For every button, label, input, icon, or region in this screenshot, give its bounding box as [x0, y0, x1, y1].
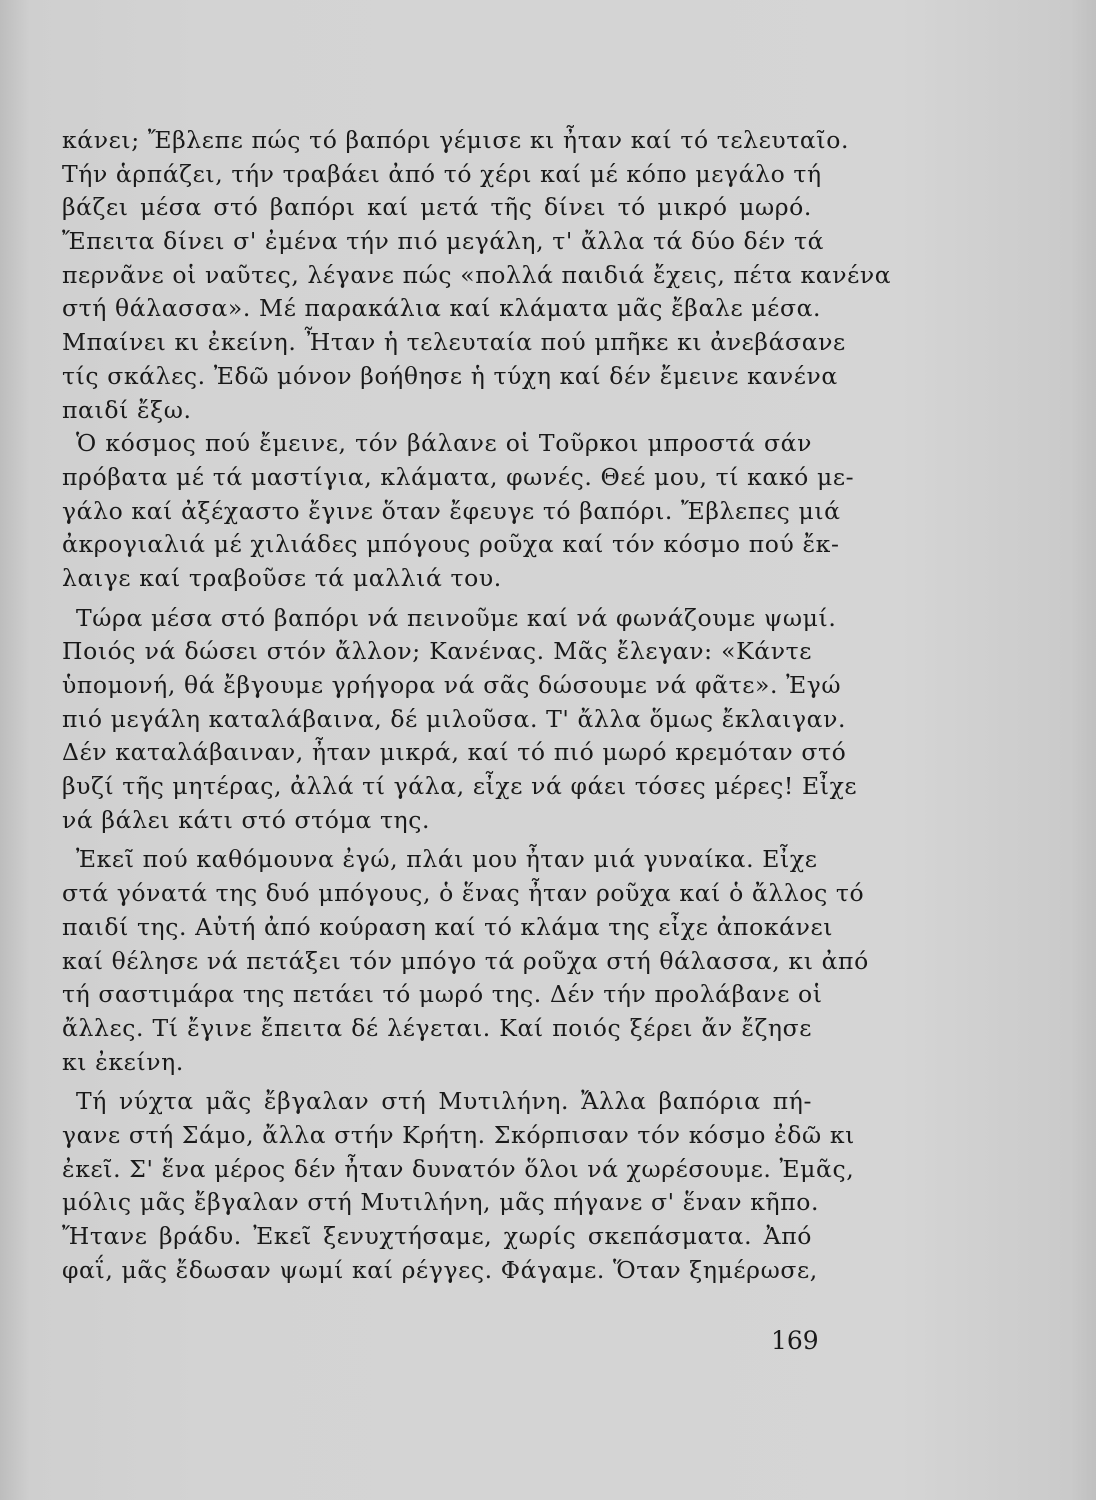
- text-line: βάζει μέσα στό βαπόρι καί μετά τῆς δίνει τό μικρό μωρό.: [62, 193, 812, 222]
- text-line: παιδί ἔξω.: [62, 395, 192, 424]
- page-number: 169: [771, 1326, 819, 1355]
- text-line: ἀκρογιαλιά μέ χιλιάδες μπόγους ροῦχα καί τόν κόσμο πού ἔκ-: [62, 530, 840, 559]
- text-line: καί θέλησε νά πετάξει τόν μπόγο τά ροῦχα στή θάλασσα, κι ἀπό: [62, 946, 869, 975]
- body-text: [62, 124, 892, 1287]
- text-line: Ἤτανε βράδυ. Ἐκεῖ ξενυχτήσαμε, χωρίς σκεπάσματα. Ἀπό: [62, 1222, 812, 1250]
- text-line: ἄλλες. Τί ἔγινε ἔπειτα δέ λέγεται. Καί ποιός ξέρει ἄν ἔζησε: [62, 1013, 812, 1042]
- text-line: Τώρα μέσα στό βαπόρι νά πεινοῦμε καί νά φωνάζουμε ψωμί.: [76, 603, 837, 632]
- text-line: Ὁ κόσμος πού ἔμεινε, τόν βάλανε οἱ Τοῦρκοι μπροστά σάν: [76, 429, 812, 458]
- text-line: τή σαστιμάρα της πετάει τό μωρό της. Δέν τήν προλάβανε οἱ: [62, 980, 823, 1009]
- text-line: Ποιός νά δώσει στόν ἄλλον; Κανένας. Μᾶς ἔλεγαν: «Κάντε: [62, 637, 812, 666]
- text-line: νά βάλει κάτι στό στόμα της.: [62, 805, 431, 834]
- text-line: κι ἐκείνη.: [62, 1047, 184, 1076]
- text-line: λαιγε καί τραβοῦσε τά μαλλιά του.: [62, 563, 502, 592]
- text-line: πιό μεγάλη καταλάβαινα, δέ μιλοῦσα. Τ' ἄλλα ὅμως ἔκλαιγαν.: [62, 704, 847, 733]
- text-line: Μπαίνει κι ἐκείνη. Ἦταν ἡ τελευταία πού μπῆκε κι ἀνεβάσανε: [62, 328, 846, 357]
- text-line: Ἐκεῖ πού καθόμουνα ἐγώ, πλάι μου ἦταν μιά γυναίκα. Εἶχε: [76, 845, 818, 874]
- text-line: τίς σκάλες. Ἐδῶ μόνον βοήθησε ἡ τύχη καί δέν ἔμεινε κανένα: [62, 361, 838, 390]
- text-line: μόλις μᾶς ἔβγαλαν στή Μυτιλήνη, μᾶς πήγανε σ' ἕναν κῆπο.: [62, 1188, 820, 1217]
- text-line: Ἔπειτα δίνει σ' ἐμένα τήν πιό μεγάλη, τ' ἄλλα τά δύο δέν τά: [62, 227, 825, 256]
- text-line: παιδί της. Αὐτή ἀπό κούραση καί τό κλάμα της εἶχε ἀποκάνει: [62, 912, 834, 941]
- text-line: κάνει; Ἔβλεπε πώς τό βαπόρι γέμισε κι ἦταν καί τό τελευταῖο.: [62, 126, 850, 154]
- text-line: βυζί τῆς μητέρας, ἀλλά τί γάλα, εἶχε νά φάει τόσες μέρες! Εἶχε: [62, 772, 858, 801]
- text-line: περνᾶνε οἱ ναῦτες, λέγανε πώς «πολλά παιδιά ἔχεις, πέτα κανένα: [62, 260, 892, 289]
- text-line: γανε στή Σάμο, ἄλλα στήν Κρήτη. Σκόρπισαν τόν κόσμο ἐδῶ κι: [62, 1120, 855, 1149]
- text-line: στή θάλασσα». Μέ παρακάλια καί κλάματα μᾶς ἔβαλε μέσα.: [62, 294, 822, 323]
- text-line: πρόβατα μέ τά μαστίγια, κλάματα, φωνές. Θεέ μου, τί κακό με-: [62, 462, 855, 491]
- text-line: ἐκεῖ. Σ' ἕνα μέρος δέν ἦταν δυνατόν ὅλοι νά χωρέσουμε. Ἐμᾶς,: [62, 1154, 855, 1183]
- text-line: γάλο καί ἀξέχαστο ἔγινε ὅταν ἔφευγε τό βαπόρι. Ἔβλεπες μιά: [62, 496, 841, 525]
- text-line: Δέν καταλάβαιναν, ἦταν μικρά, καί τό πιό μωρό κρεμόταν στό: [62, 738, 847, 767]
- text-line: Τήν ἁρπάζει, τήν τραβάει ἀπό τό χέρι καί μέ κόπο μεγάλο τή: [62, 159, 822, 188]
- text-line: ὑπομονή, θά ἔβγουμε γρήγορα νά σᾶς δώσουμε νά φᾶτε». Ἐγώ: [62, 671, 842, 699]
- text-line: στά γόνατά της δυό μπόγους, ὁ ἕνας ἦταν ροῦχα καί ὁ ἄλλος τό: [62, 879, 865, 908]
- text-line: Τή νύχτα μᾶς ἔβγαλαν στή Μυτιλήνη. Ἄλλα βαπόρια πή-: [76, 1087, 812, 1116]
- text-line: φαΐ, μᾶς ἔδωσαν ψωμί καί ρέγγες. Φάγαμε. Ὅταν ξημέρωσε,: [62, 1255, 818, 1284]
